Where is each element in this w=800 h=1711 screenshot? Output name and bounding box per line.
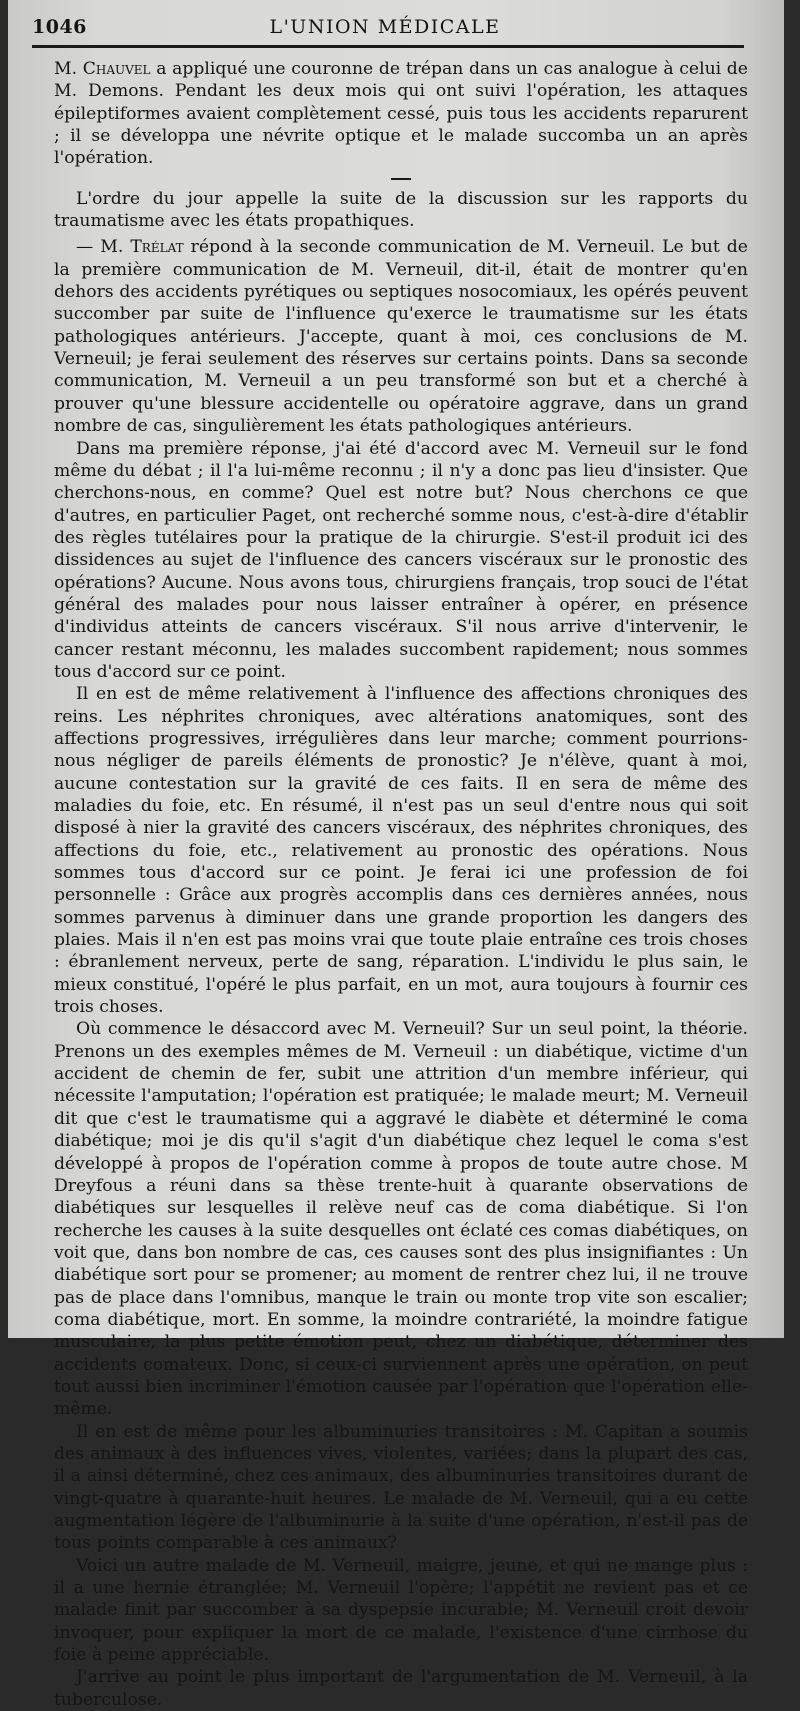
header-rule [32, 45, 744, 48]
page-number: 1046 [32, 16, 87, 38]
page-header [32, 14, 738, 44]
paragraph-text: a appliqué une couronne de trépan dans un cas analogue à celui de M. Demons. Pendant les deux mois qui ont suivi l'opération, les attaques épileptiformes avaient complètement cessé, puis tous les accidents reparurent ; il se développa une névrite optique et le malade succomba un an après l'opération. [54, 59, 748, 169]
paragraph-tuberculose: J'arrive au point le plus important de l'argumentation de M. Verneuil, à la tuberculose. [54, 1667, 748, 1710]
body-text [54, 58, 748, 1711]
section-separator [54, 170, 748, 188]
running-title: L'UNION MÉDICALE [269, 16, 501, 38]
document-page [8, 0, 784, 1710]
paragraph-ordre-du-jour: L'ordre du jour appelle la suite de la discussion sur les rapports du traumatisme avec les états propathiques. [54, 188, 748, 232]
paragraph-text: répond à la seconde communication de M. Verneuil. Le but de la première communication de M. Verneuil, dit-il, était de montrer qu'en dehors des accidents pyrétiques ou septiques nosocomiaux, les opérés peuvent succomber par suite de l'influence qu'exerce le traumatisme sur les états pathologiques antérieurs. J'accepte, quant à moi, ces conclusions de M. Verneuil; je ferai seulement des réserves sur certains points. Dans sa seconde communication, M. Verneuil a un peu transformé son but et a cherché à prouver qu'une blessure accidentelle ou opératoire aggrave, dans un grand nombre de cas, singulièrement les états pathologiques antérieurs. [54, 237, 748, 437]
speaker-name: M. Trélat [100, 237, 184, 258]
paragraph-desaccord: Où commence le désaccord avec M. Verneuil? Sur un seul point, la théorie. Prenons un des exemples mêmes de M. Verneuil : un diabétique, victime d'un accident de chemin de fer, subit une attrition d'un membre inférieur, qui nécessite l'amputation; l'opération est pratiquée; le malade meurt; M. Verneuil dit que c'est le traumatisme qui a aggravé le diabète et déterminé le coma diabétique; moi je dis qu'il s'agit d'un diabétique chez lequel le coma s'est développé à propos de l'opération comme à propos de toute autre chose. M Dreyfous a réuni dans sa thèse trente-huit à quarante observations de diabétiques sur lesquelles il relève neuf cas de coma diabétique. Si l'on recherche les causes à la suite desquelles ont éclaté ces comas diabétiques, on voit que, dans bon nombre de cas, ces causes sont des plus insignifiantes : Un diabétique sort pour se promener; au moment de rentrer chez lui, il ne trouve pas de place dans l'omnibus, manque le train ou monte trop vite son escalier; coma diabétique, mort. En somme, la moindre contrariété, la moindre fatigue musculaire, la plus petite émotion peut, chez un diabétique, déterminer des accidents comateux. Donc, si ceux-ci surviennent après une opération, on peut tout aussi bien incriminer l'émotion causée par l'opération que l'opération elle-même. [54, 1019, 748, 1420]
speaker-name: M. Chauvel [54, 59, 151, 79]
paragraph-albuminuries: Il en est de même pour les albuminuries transitoires : M. Capitan a soumis des animaux à des influences vives, violentes, variées; dans la plupart des cas, il a ainsi déterminé, chez ces animaux, des albuminuries transitoires durant de vingt-quatre à quarante-huit heures. Le malade de M. Verneuil, qui a eu cette augmentation légère de l'albuminurie à la suite d'une opération, n'est-il pas de tous points comparable à ces animaux? [54, 1421, 748, 1554]
paragraph-premiere-reponse: Dans ma première réponse, j'ai été d'accord avec M. Verneuil sur le fond même du débat ; il l'a lui-même reconnu ; il n'y a donc pas lieu d'insister. Que cherchons-nous, en comme? Quel est notre but? Nous cherchons ce que d'autres, en particulier Paget, ont recherché somme nous, c'est-à-dire d'établir des règles tutélaires pour la pratique de la chirurgie. S'est-il produit ici des dissidences au sujet de l'influence des cancers viscéraux sur le pronostic des opérations? Aucune. Nous avons tous, chirurgiens français, trop souci de l'état général des malades pour nous laisser entraîner à opérer, en présence d'individus atteints de cancers viscéraux. S'il nous arrive d'intervenir, le cancer restant méconnu, les malades succombent rapidement; nous sommes tous d'accord sur ce point. [54, 438, 748, 682]
paragraph-hernie: Voici un autre malade de M. Verneuil, maigre, jeune, et qui ne mange plus : il a une hernie étranglée; M. Verneuil l'opère; l'appétit ne revient pas et ce malade finit par succomber à sa dyspepsie incurable; M. Verneuil croit devoir invoquer, pour expliquer la mort de ce malade, l'existence d'une cirrhose du foie à peine appréciable. [54, 1555, 748, 1666]
paragraph-nephrites: Il en est de même relativement à l'influence des affections chroniques des reins. Les néphrites chroniques, avec altérations anatomiques, sont des affections progressives, irrégulières dans leur marche; comment pourrions-nous négliger de pareils éléments de pronostic? Je n'élève, quant à moi, aucune contestation sur la gravité de ces faits. Il en sera de même des maladies du foie, etc. En résumé, il n'est pas un seul d'entre nous qui soit disposé à nier la gravité des cancers viscéraux, des néphrites chroniques, des affections du foie, etc., relativement au pronostic des opérations. Nous sommes tous d'accord sur ce point. Je ferai ici une profession de foi personnelle : Grâce aux progrès accomplis dans ces dernières années, nous sommes parvenus à diminuer dans une grande proportion les dangers des plaies. Mais il n'en est pas moins vrai que toute plaie entraîne ces trois choses : ébranlement nerveux, perte de sang, réparation. L'individu le plus sain, le mieux constitué, l'opéré le plus parfait, en un mot, aura toujours à fournir ces trois choses. [54, 684, 748, 1018]
paragraph-chauvel [54, 58, 748, 170]
paragraph-trelat: — M. Trélat répond à la seconde communication de M. Verneuil. Le but de la première communication de M. Verneuil, dit-il, était de montrer qu'en dehors des accidents pyrétiques ou septiques nosocomiaux, les opérés peuvent succomber par suite de l'influence qu'exerce le traumatisme sur les états pathologiques antérieurs. J'accepte, quant à moi, ces conclusions de M. Verneuil; je ferai seulement des réserves sur certains points. Dans sa seconde communication, M. Verneuil a un peu transformé son but et a cherché à prouver qu'une blessure accidentelle ou opératoire aggrave, dans un grand nombre de cas, singulièrement les états pathologiques antérieurs. [54, 237, 748, 437]
